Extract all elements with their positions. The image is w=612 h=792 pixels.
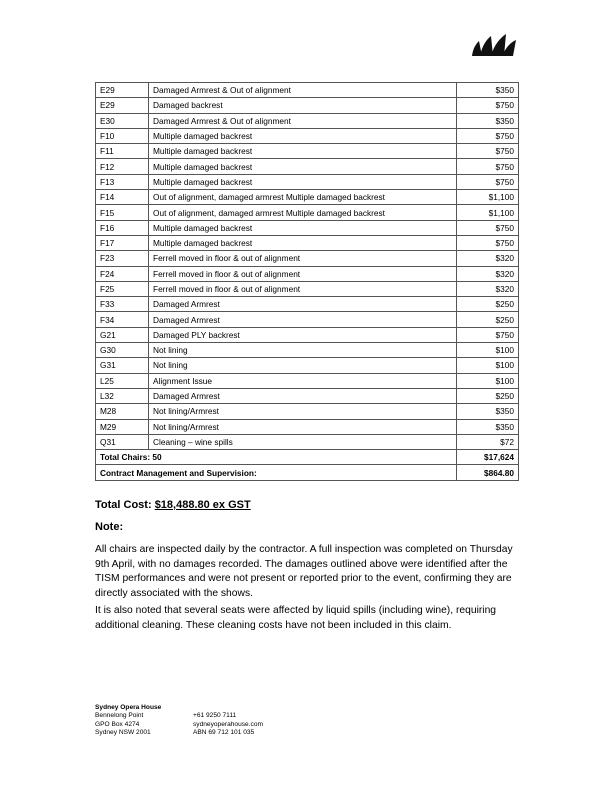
total-chairs-row (96, 450, 519, 465)
amount-cell: $350 (457, 83, 519, 98)
table-row (96, 113, 519, 128)
table-row (96, 205, 519, 220)
amount-cell: $100 (457, 373, 519, 388)
table-row (96, 297, 519, 312)
note-paragraph-inspection: All chairs are inspected daily by the contractor. A full inspection was completed on Thursday 9th April, with no damages recorded. The damages outlined above were identified after the TISM performances and were not present or reported prior to the event, confirming they are directly associated with the shows. (95, 544, 513, 599)
amount-cell: $350 (457, 404, 519, 419)
description-cell: Not lining (149, 358, 457, 373)
table-row (96, 434, 519, 449)
table-row (96, 312, 519, 327)
table-row (96, 128, 519, 143)
amount-cell: $750 (457, 327, 519, 342)
total-cost-label: Total Cost: (95, 499, 155, 511)
table-row (96, 144, 519, 159)
description-cell: Not lining (149, 343, 457, 358)
damage-claims-table (95, 82, 519, 481)
seat-cell: G21 (96, 327, 149, 342)
description-cell: Damaged PLY backrest (149, 327, 457, 342)
table-row (96, 281, 519, 296)
description-cell: Out of alignment, damaged armrest Multiple damaged backrest (149, 190, 457, 205)
amount-cell: $750 (457, 220, 519, 235)
table-row (96, 266, 519, 281)
description-cell: Ferrell moved in floor & out of alignment (149, 266, 457, 281)
amount-cell: $350 (457, 419, 519, 434)
amount-cell: $320 (457, 251, 519, 266)
footer-address (95, 712, 193, 737)
total-chairs-value: $17,624 (457, 450, 519, 465)
footer-contact (193, 712, 263, 737)
seat-cell: E29 (96, 83, 149, 98)
description-cell: Not lining/Armrest (149, 419, 457, 434)
table-row (96, 190, 519, 205)
table-row (96, 343, 519, 358)
seat-cell: F23 (96, 251, 149, 266)
amount-cell: $750 (457, 235, 519, 250)
footer-website: sydneyoperahouse.com (193, 720, 264, 728)
amount-cell: $1,100 (457, 190, 519, 205)
table-row (96, 419, 519, 434)
description-cell: Multiple damaged backrest (149, 128, 457, 143)
footer-address-line: Sydney NSW 2001 (95, 728, 151, 736)
footer-abn: ABN 69 712 101 035 (193, 728, 255, 736)
total-cost-value: $18,488.80 ex GST (154, 499, 251, 511)
table-row (96, 251, 519, 266)
table-row (96, 404, 519, 419)
description-cell: Multiple damaged backrest (149, 174, 457, 189)
amount-cell: $750 (457, 98, 519, 113)
table-row (96, 358, 519, 373)
seat-cell: F13 (96, 174, 149, 189)
description-cell: Damaged Armrest & Out of alignment (149, 83, 457, 98)
seat-cell: M29 (96, 419, 149, 434)
contract-management-value: $864.80 (457, 465, 519, 480)
table-row (96, 388, 519, 403)
table-row (96, 220, 519, 235)
seat-cell: F14 (96, 190, 149, 205)
description-cell: Alignment Issue (149, 373, 457, 388)
description-cell: Multiple damaged backrest (149, 235, 457, 250)
description-cell: Multiple damaged backrest (149, 220, 457, 235)
description-cell: Damaged backrest (149, 98, 457, 113)
description-cell: Damaged Armrest & Out of alignment (149, 113, 457, 128)
description-cell: Ferrell moved in floor & out of alignment (149, 281, 457, 296)
amount-cell: $750 (457, 144, 519, 159)
amount-cell: $100 (457, 343, 519, 358)
description-cell: Multiple damaged backrest (149, 159, 457, 174)
table-row (96, 98, 519, 113)
seat-cell: G30 (96, 343, 149, 358)
sydney-opera-house-logo-icon (470, 30, 518, 58)
footer-address-line: Bennelong Point (95, 712, 144, 720)
amount-cell: $72 (457, 434, 519, 449)
total-chairs-label: Total Chairs: 50 (96, 450, 457, 465)
amount-cell: $250 (457, 312, 519, 327)
seat-cell: E30 (96, 113, 149, 128)
footer-address-line: GPO Box 4274 (95, 720, 140, 728)
description-cell: Damaged Armrest (149, 297, 457, 312)
table-row (96, 373, 519, 388)
seat-cell: L32 (96, 388, 149, 403)
seat-cell: E29 (96, 98, 149, 113)
amount-cell: $750 (457, 159, 519, 174)
seat-cell: F12 (96, 159, 149, 174)
claims-table-body (96, 83, 519, 450)
amount-cell: $100 (457, 358, 519, 373)
seat-cell: F15 (96, 205, 149, 220)
amount-cell: $320 (457, 281, 519, 296)
table-row (96, 174, 519, 189)
amount-cell: $1,100 (457, 205, 519, 220)
footer (95, 704, 263, 737)
table-row (96, 235, 519, 250)
amount-cell: $320 (457, 266, 519, 281)
seat-cell: L25 (96, 373, 149, 388)
table-row (96, 83, 519, 98)
seat-cell: F33 (96, 297, 149, 312)
footer-org-name: Sydney Opera House (95, 704, 162, 711)
seat-cell: F25 (96, 281, 149, 296)
seat-cell: F11 (96, 144, 149, 159)
description-cell: Not lining/Armrest (149, 404, 457, 419)
footer-phone: +61 9250 7111 (193, 712, 237, 720)
seat-cell: F34 (96, 312, 149, 327)
description-cell: Ferrell moved in floor & out of alignment (149, 251, 457, 266)
seat-cell: F10 (96, 128, 149, 143)
description-cell: Out of alignment, damaged armrest Multiple damaged backrest (149, 205, 457, 220)
amount-cell: $750 (457, 128, 519, 143)
table-row (96, 327, 519, 342)
table-row (96, 159, 519, 174)
description-cell: Damaged Armrest (149, 388, 457, 403)
amount-cell: $250 (457, 297, 519, 312)
note-paragraph-cleaning: It is also noted that several seats were affected by liquid spills (including wine), requiring additional cleaning. These cleaning costs have not been included in this claim. (95, 605, 497, 631)
seat-cell: G31 (96, 358, 149, 373)
description-cell: Multiple damaged backrest (149, 144, 457, 159)
note-heading: Note: (95, 521, 124, 533)
description-cell: Damaged Armrest (149, 312, 457, 327)
contract-management-label: Contract Management and Supervision: (96, 465, 457, 480)
seat-cell: F16 (96, 220, 149, 235)
seat-cell: Q31 (96, 434, 149, 449)
amount-cell: $750 (457, 174, 519, 189)
contract-management-row (96, 465, 519, 480)
seat-cell: M28 (96, 404, 149, 419)
amount-cell: $250 (457, 388, 519, 403)
seat-cell: F17 (96, 235, 149, 250)
seat-cell: F24 (96, 266, 149, 281)
total-cost (95, 499, 251, 511)
amount-cell: $350 (457, 113, 519, 128)
description-cell: Cleaning – wine spills (149, 434, 457, 449)
